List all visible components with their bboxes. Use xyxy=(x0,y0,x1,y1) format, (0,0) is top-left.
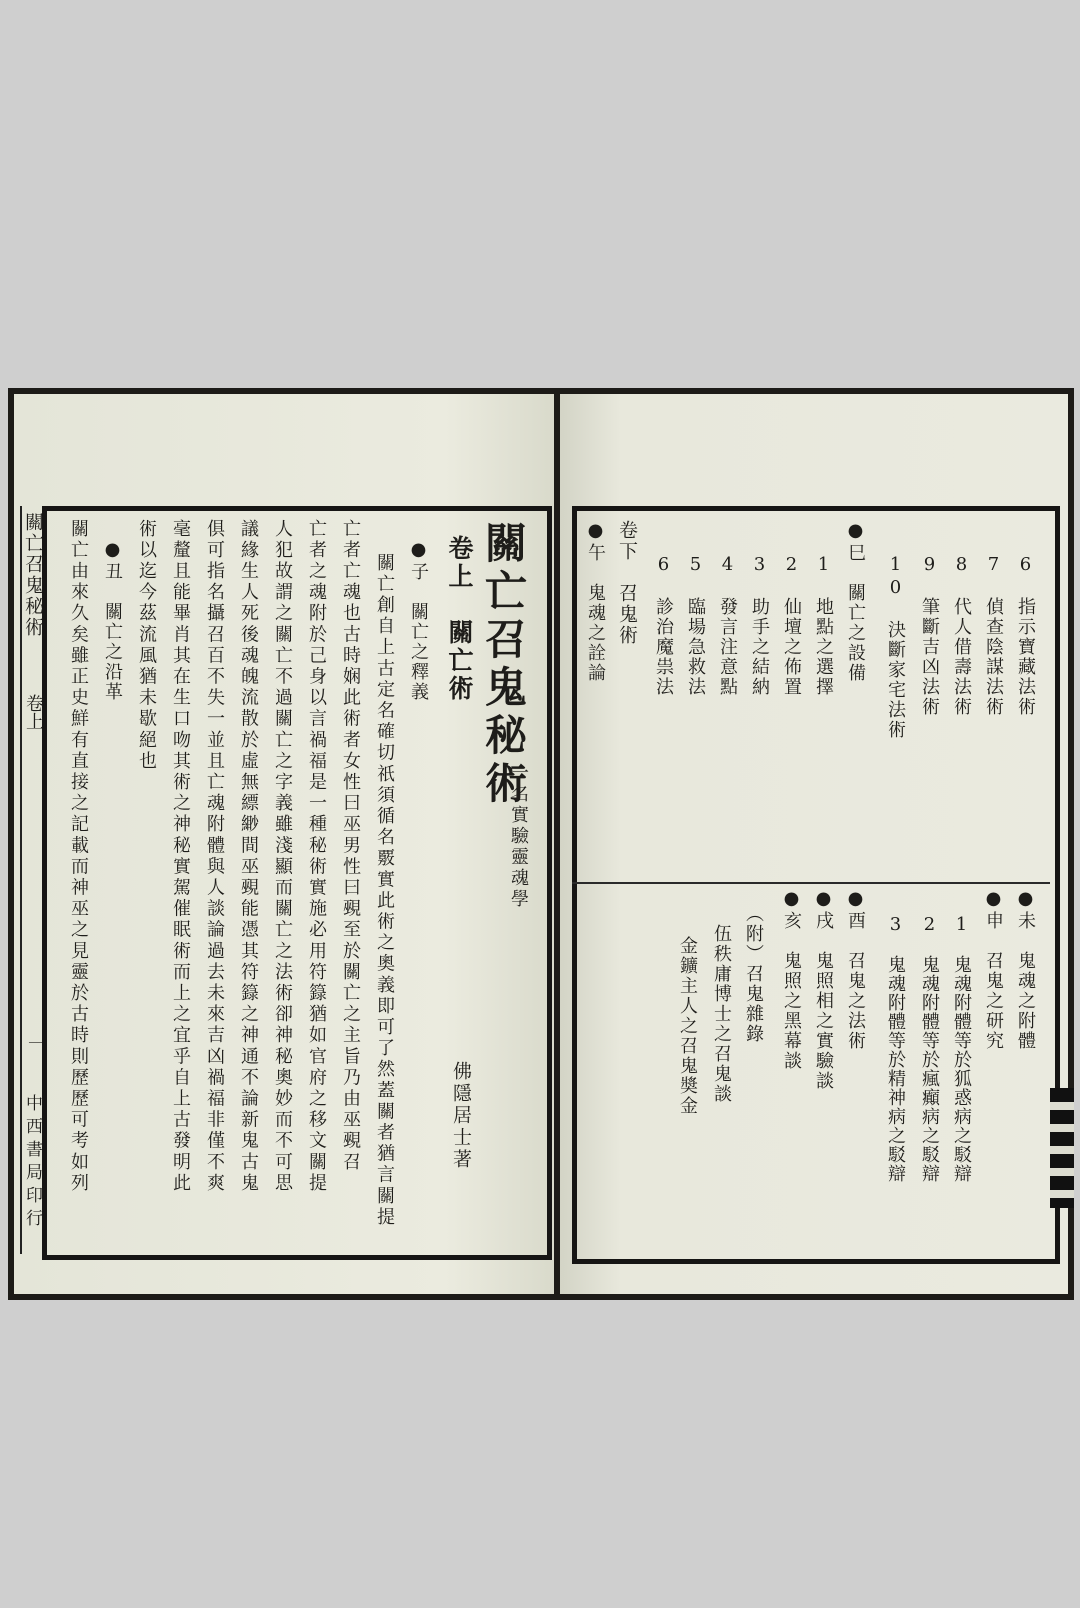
margin-publisher: 中西書局印行 xyxy=(22,1094,42,1232)
toc-item: 6 診治魔祟法 xyxy=(653,554,674,697)
toc-section: ●申 召鬼之研究 xyxy=(983,888,1004,1051)
toc-section: ●未 鬼魂之附體 xyxy=(1015,888,1036,1051)
toc-item: 5 臨場急救法 xyxy=(685,554,706,697)
toc-section: ●酉 召鬼之法術 xyxy=(845,888,866,1051)
left-page xyxy=(14,394,554,1294)
toc-item: 2 鬼魂附體等於瘋癲病之駁辯 xyxy=(919,914,940,1183)
toc-section: ●亥 鬼照之黑幕談 xyxy=(781,888,802,1071)
body-line: 議緣生人死後魂魄流散於虛無縹緲間巫覡能憑其符籙之神通不論新鬼古鬼 xyxy=(238,519,259,1195)
margin-book-title: 關亡召鬼秘術 xyxy=(22,512,44,638)
author: 佛隱居士著 xyxy=(450,1061,472,1171)
toc-item: 8 代人借壽法術 xyxy=(951,554,972,717)
section-heading-zi: ●子 關亡之釋義 xyxy=(408,539,429,702)
body-line: 人犯故謂之關亡不過關亡之字義雖淺顯而關亡之法術卻神秘奧妙而不可思 xyxy=(272,519,293,1195)
body-line: 術以迄今茲流風猶未歇絕也 xyxy=(136,519,157,773)
right-page xyxy=(560,394,1068,1294)
book-title: 關亡召鬼秘術 xyxy=(479,521,528,809)
toc-item: 金鑛主人之召鬼奬金 xyxy=(677,936,698,1116)
toc-item: 3 助手之結納 xyxy=(749,554,770,697)
body-line: 俱可指名攝召百不失一並且亡魂附體與人談論過去未來吉凶禍福非僅不爽 xyxy=(204,519,225,1195)
toc-item: 伍秩庸博士之召鬼談 xyxy=(711,924,732,1104)
body-line: 毫釐且能畢肖其在生口吻其術之神秘實駕催眠術而上之宜乎自上古發明此 xyxy=(170,519,191,1195)
margin-volume: 卷上 xyxy=(23,694,44,730)
toc-appendix: （附）召鬼雜錄 xyxy=(743,904,764,1044)
toc-item: 2 仙壇之佈置 xyxy=(781,554,802,697)
toc-section: ●午 鬼魂之詮論 xyxy=(585,520,606,683)
body-line: 亡者之魂附於己身以言禍福是一種秘術實施必用符籙猶如官府之移文關提 xyxy=(306,519,327,1195)
toc-item: 7 偵查陰謀法術 xyxy=(983,554,1004,717)
book-subtitle: 一名實驗靈魂學 xyxy=(508,763,529,910)
toc-section: ●戌 鬼照相之實驗談 xyxy=(813,888,834,1091)
toc-item: 4 發言注意點 xyxy=(717,554,738,697)
body-line: 關亡創自上古定名確切祇須循名覈實此術之奧義即可了然蓋關者猶言關提 xyxy=(374,553,395,1229)
book-scan xyxy=(8,388,1074,1300)
toc-volume: 卷下 召鬼術 xyxy=(616,520,638,646)
toc-item: 3 鬼魂附體等於精神病之駁辯 xyxy=(885,914,906,1183)
toc-item: 6 指示寶藏法術 xyxy=(1015,554,1036,717)
toc-section: ●巳 關亡之設備 xyxy=(845,520,866,683)
margin-page-number: 一 xyxy=(25,1034,46,1052)
text-frame xyxy=(42,506,552,1260)
toc-item: 1 地點之選擇 xyxy=(813,554,834,697)
toc-item: 9 筆斷吉凶法術 xyxy=(919,554,940,717)
toc-item: 10 決斷家宅法術 xyxy=(885,554,906,740)
contents-divider xyxy=(572,882,1050,884)
section-heading-chou: ●丑 關亡之沿革 xyxy=(102,539,123,702)
body-line: 亡者亡魂也古時娴此術者女性曰巫男性曰覡至於關亡之主旨乃由巫覡召 xyxy=(340,519,361,1174)
body-line: 關亡由來久矣雖正史鮮有直接之記載而神巫之見靈於古時則歷歷可考如列 xyxy=(68,519,89,1195)
book-binding xyxy=(1050,1088,1074,1208)
volume-heading: 卷上 關亡術 xyxy=(445,535,474,703)
toc-item: 1 鬼魂附體等於狐惑病之駁辯 xyxy=(951,914,972,1183)
